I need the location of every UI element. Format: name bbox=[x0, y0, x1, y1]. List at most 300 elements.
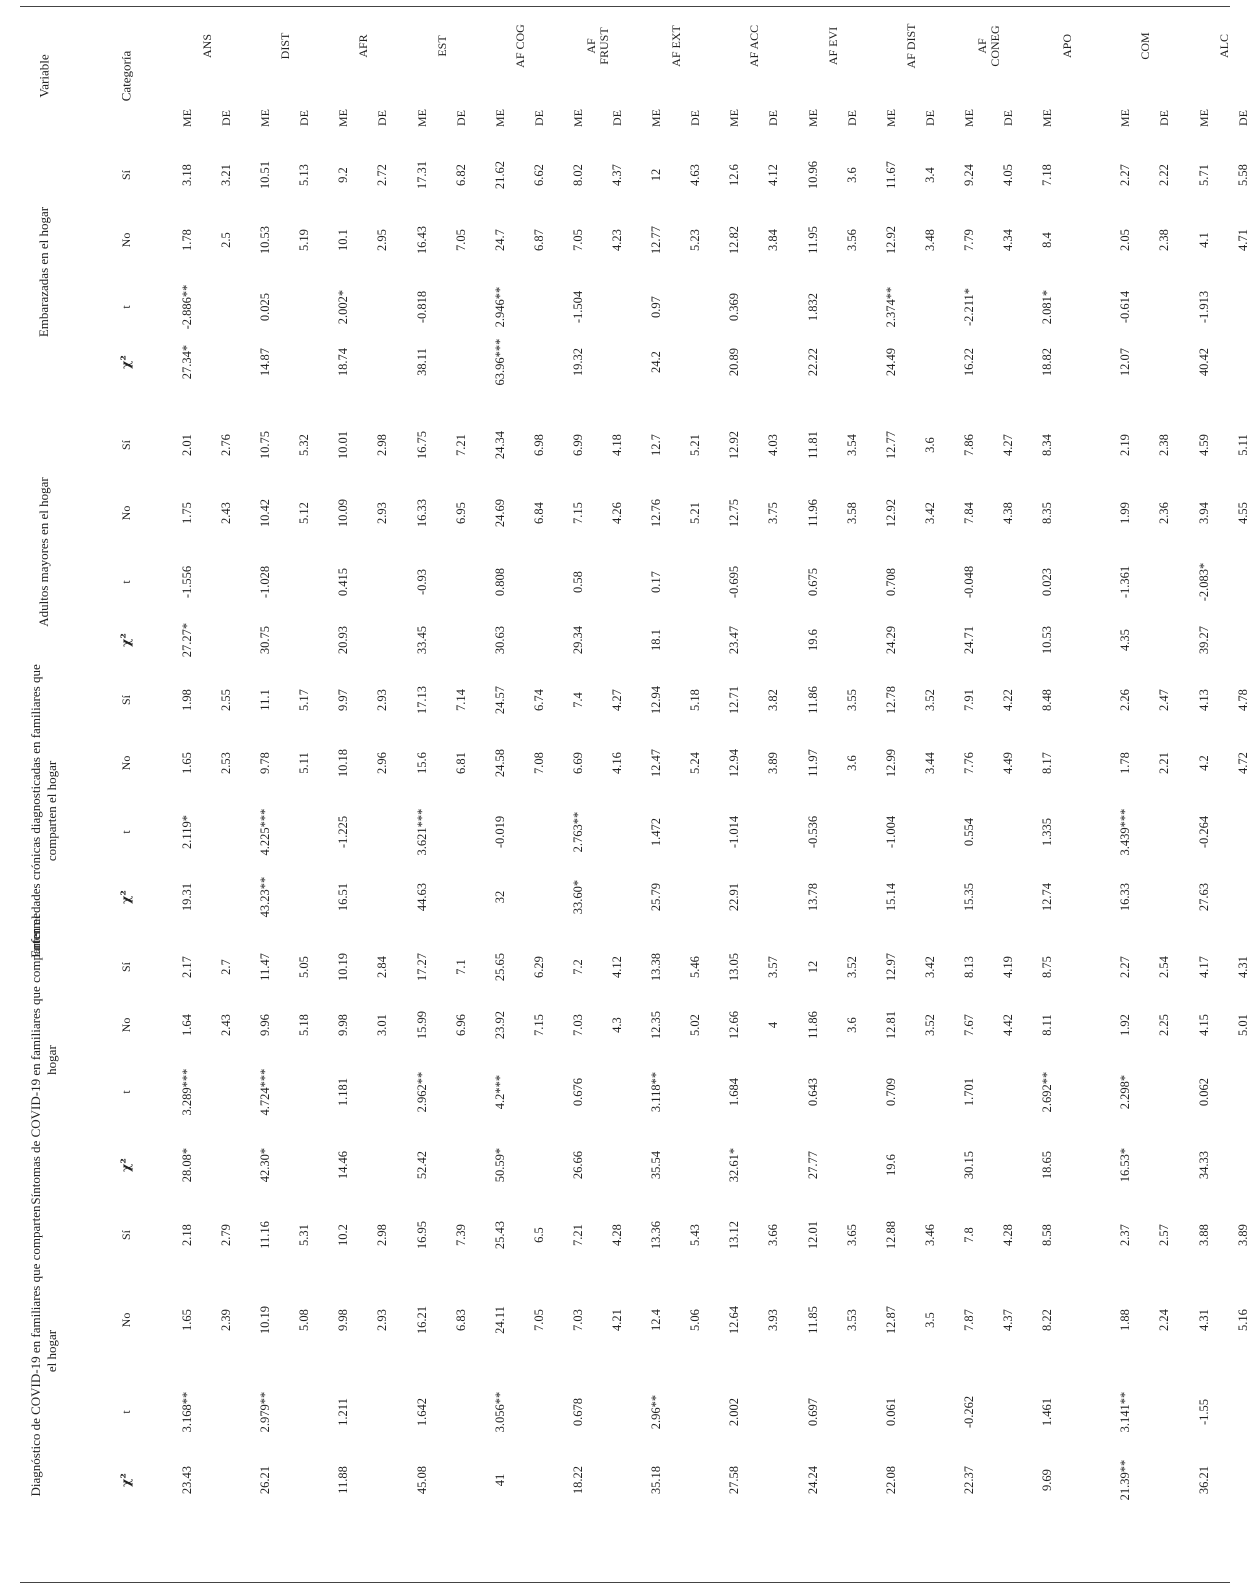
si-sd-value: 5.18 bbox=[687, 689, 702, 711]
chi2-value: 30.15 bbox=[961, 1150, 976, 1180]
t-value: -1.504 bbox=[570, 290, 585, 324]
no-mean-value: 7.03 bbox=[570, 1309, 585, 1331]
chi2-value: 24.29 bbox=[883, 625, 898, 655]
t-value: 4.2*** bbox=[492, 1074, 507, 1110]
no-mean-value: 8.22 bbox=[1039, 1309, 1054, 1331]
t-value: 2.979** bbox=[257, 1391, 272, 1433]
no-sd-value: 3.52 bbox=[922, 1014, 937, 1036]
t-value: 3.621*** bbox=[414, 808, 429, 856]
si-mean-value: 25.65 bbox=[492, 952, 507, 982]
no-mean-value: 6.69 bbox=[570, 752, 585, 774]
si-mean-value: 12.94 bbox=[648, 685, 663, 715]
si-mean-value: 7.2 bbox=[570, 959, 585, 975]
chi2-value: 40.42 bbox=[1196, 347, 1211, 377]
t-value: -0.264 bbox=[1196, 815, 1211, 849]
si-mean-value: 8.48 bbox=[1039, 689, 1054, 711]
no-sd-value: 3.75 bbox=[766, 502, 781, 524]
no-mean-value: 12.87 bbox=[883, 1305, 898, 1335]
no-sd-value: 6.95 bbox=[453, 502, 468, 524]
si-sd-value: 2.38 bbox=[1157, 434, 1172, 456]
si-sd-value: 3.66 bbox=[766, 1224, 781, 1246]
subcol-t: t bbox=[119, 1090, 133, 1094]
subcol-si: Sí bbox=[119, 694, 133, 706]
t-value: 4.724*** bbox=[257, 1068, 272, 1116]
no-mean-value: 10.18 bbox=[336, 748, 351, 778]
no-mean-value: 24.7 bbox=[492, 229, 507, 251]
t-value: 0.97 bbox=[648, 296, 663, 318]
si-sd-value: 2.79 bbox=[218, 1224, 233, 1246]
si-mean-value: 12.97 bbox=[883, 952, 898, 982]
no-mean-value: 1.75 bbox=[179, 502, 194, 524]
t-value: 3.141** bbox=[1118, 1391, 1133, 1433]
no-mean-value: 7.15 bbox=[570, 502, 585, 524]
no-mean-value: 11.86 bbox=[805, 1011, 820, 1039]
subcol-si: Sí bbox=[119, 439, 133, 451]
no-mean-value: 12.47 bbox=[648, 748, 663, 778]
no-sd-value: 3.42 bbox=[922, 502, 937, 524]
no-sd-value: 2.36 bbox=[1157, 502, 1172, 524]
chi2-value: 11.88 bbox=[336, 1466, 351, 1494]
no-sd-value: 3.89 bbox=[766, 752, 781, 774]
chi2-value: 4.35 bbox=[1118, 629, 1133, 651]
si-mean-value: 24.57 bbox=[492, 685, 507, 715]
group-header-2: Enfermedades crónicas diagnosticadas en familiares que comparten el hogar bbox=[27, 664, 59, 958]
no-sd-value: 2.24 bbox=[1157, 1309, 1172, 1331]
t-value: 0.676 bbox=[570, 1077, 585, 1107]
no-sd-value: 2.5 bbox=[218, 232, 233, 248]
no-sd-value: 2.25 bbox=[1157, 1014, 1172, 1036]
si-sd-value: 2.54 bbox=[1157, 956, 1172, 978]
chi2-value: 16.53* bbox=[1118, 1147, 1133, 1183]
si-sd-value: 2.98 bbox=[375, 1224, 390, 1246]
t-value: 2.96** bbox=[648, 1394, 663, 1430]
no-mean-value: 12.77 bbox=[648, 225, 663, 255]
si-mean-value: 2.01 bbox=[179, 434, 194, 456]
me-label: ME bbox=[336, 109, 351, 127]
si-mean-value: 7.8 bbox=[961, 1227, 976, 1243]
category-header: Categoría bbox=[118, 50, 134, 102]
variable-name: AF ACC bbox=[747, 24, 762, 68]
si-mean-value: 7.21 bbox=[570, 1224, 585, 1246]
no-mean-value: 9.98 bbox=[336, 1014, 351, 1036]
subcol-no: No bbox=[119, 505, 133, 521]
me-label: ME bbox=[258, 109, 273, 127]
subcol-no: No bbox=[119, 232, 133, 248]
no-sd-value: 2.53 bbox=[218, 752, 233, 774]
t-value: -0.93 bbox=[414, 568, 429, 596]
no-sd-value: 4.42 bbox=[1000, 1014, 1015, 1036]
no-mean-value: 1.78 bbox=[179, 229, 194, 251]
no-mean-value: 1.88 bbox=[1118, 1309, 1133, 1331]
si-mean-value: 12 bbox=[805, 960, 820, 974]
no-sd-value: 2.93 bbox=[375, 1309, 390, 1331]
chi2-value: 23.47 bbox=[727, 625, 742, 655]
si-sd-value: 2.47 bbox=[1157, 689, 1172, 711]
t-value: 0.415 bbox=[336, 567, 351, 597]
chi2-value: 24.2 bbox=[648, 351, 663, 373]
t-value: 0.643 bbox=[805, 1077, 820, 1107]
si-sd-value: 5.05 bbox=[296, 956, 311, 978]
chi2-value: 19.31 bbox=[179, 882, 194, 912]
si-sd-value: 4.18 bbox=[609, 434, 624, 456]
no-sd-value: 5.21 bbox=[687, 502, 702, 524]
no-mean-value: 1.99 bbox=[1118, 502, 1133, 524]
variable-name: EST bbox=[434, 35, 449, 57]
no-sd-value: 6.81 bbox=[453, 752, 468, 774]
t-value: 0.808 bbox=[492, 567, 507, 597]
no-mean-value: 4.31 bbox=[1196, 1309, 1211, 1331]
no-mean-value: 1.64 bbox=[179, 1014, 194, 1036]
chi2-value: 26.66 bbox=[570, 1150, 585, 1180]
si-sd-value: 5.46 bbox=[687, 956, 702, 978]
no-mean-value: 10.09 bbox=[336, 498, 351, 528]
no-sd-value: 6.87 bbox=[531, 229, 546, 251]
si-mean-value: 6.99 bbox=[570, 434, 585, 456]
no-mean-value: 12.35 bbox=[648, 1010, 663, 1040]
no-sd-value: 4.23 bbox=[609, 229, 624, 251]
no-sd-value: 7.08 bbox=[531, 752, 546, 774]
chi2-value: 15.14 bbox=[883, 882, 898, 912]
chi2-value: 35.18 bbox=[648, 1465, 663, 1495]
me-label: ME bbox=[1040, 109, 1055, 127]
no-sd-value: 3.53 bbox=[844, 1309, 859, 1331]
t-value: 0.678 bbox=[570, 1397, 585, 1427]
no-sd-value: 5.16 bbox=[1235, 1309, 1250, 1331]
si-sd-value: 2.55 bbox=[218, 689, 233, 711]
no-mean-value: 2.05 bbox=[1118, 229, 1133, 251]
t-value: 1.832 bbox=[805, 292, 820, 322]
t-value: -1.014 bbox=[727, 815, 742, 849]
si-mean-value: 13.36 bbox=[648, 1220, 663, 1250]
si-mean-value: 2.26 bbox=[1118, 689, 1133, 711]
t-value: -2.886** bbox=[179, 284, 194, 330]
si-mean-value: 10.75 bbox=[257, 430, 272, 460]
variable-name: AF COG bbox=[512, 24, 527, 68]
no-mean-value: 12.92 bbox=[883, 498, 898, 528]
chi2-value: 20.89 bbox=[727, 347, 742, 377]
no-sd-value: 4.21 bbox=[609, 1309, 624, 1331]
no-mean-value: 11.85 bbox=[805, 1306, 820, 1334]
variable-name: AFR bbox=[356, 34, 371, 58]
chi2-value: 41 bbox=[492, 1473, 507, 1487]
chi2-value: 22.91 bbox=[727, 882, 742, 912]
chi2-value: 16.51 bbox=[336, 882, 351, 912]
variable-name: AF EVI bbox=[825, 26, 840, 66]
subcol-no: No bbox=[119, 1017, 133, 1033]
de-label: DE bbox=[1001, 110, 1015, 126]
si-mean-value: 8.75 bbox=[1039, 956, 1054, 978]
t-value: -2.083* bbox=[1196, 562, 1211, 602]
no-sd-value: 2.93 bbox=[375, 502, 390, 524]
t-value: 0.697 bbox=[805, 1397, 820, 1427]
si-mean-value: 12.78 bbox=[883, 685, 898, 715]
de-label: DE bbox=[453, 110, 468, 126]
chi2-value: 35.54 bbox=[648, 1150, 663, 1180]
si-mean-value: 12.92 bbox=[727, 430, 742, 460]
no-mean-value: 15.99 bbox=[414, 1010, 429, 1040]
t-value: 0.708 bbox=[883, 567, 898, 597]
no-mean-value: 11.96 bbox=[805, 499, 820, 527]
si-mean-value: 7.86 bbox=[961, 434, 976, 456]
de-label: DE bbox=[844, 110, 859, 126]
si-sd-value: 6.74 bbox=[531, 689, 546, 711]
si-mean-value: 12 bbox=[648, 168, 663, 182]
no-sd-value: 7.05 bbox=[453, 229, 468, 251]
variable-name: AF CONEG bbox=[974, 25, 1002, 67]
si-mean-value: 24.34 bbox=[492, 430, 507, 460]
chi2-value: 25.79 bbox=[648, 882, 663, 912]
no-sd-value: 5.02 bbox=[687, 1014, 702, 1036]
si-sd-value: 4.22 bbox=[1000, 689, 1015, 711]
si-mean-value: 12.77 bbox=[883, 430, 898, 460]
chi2-value: 14.46 bbox=[336, 1150, 351, 1180]
no-sd-value: 3.01 bbox=[375, 1014, 390, 1036]
si-mean-value: 10.51 bbox=[257, 160, 272, 190]
si-sd-value: 4.27 bbox=[609, 689, 624, 711]
si-mean-value: 9.2 bbox=[336, 167, 351, 183]
si-mean-value: 3.88 bbox=[1196, 1224, 1211, 1246]
no-mean-value: 24.69 bbox=[492, 498, 507, 528]
t-value: 1.461 bbox=[1039, 1397, 1054, 1427]
no-mean-value: 4.2 bbox=[1196, 755, 1211, 771]
no-mean-value: 10.19 bbox=[257, 1305, 272, 1335]
chi2-value: 27.27* bbox=[179, 622, 194, 658]
no-mean-value: 7.84 bbox=[961, 502, 976, 524]
si-mean-value: 5.71 bbox=[1196, 164, 1211, 186]
t-value: 0.58 bbox=[570, 571, 585, 593]
si-mean-value: 13.12 bbox=[727, 1220, 742, 1250]
chi2-value: 32.61* bbox=[727, 1147, 742, 1183]
chi2-value: 22.37 bbox=[961, 1465, 976, 1495]
no-mean-value: 12.76 bbox=[648, 498, 663, 528]
de-label: DE bbox=[688, 110, 703, 126]
no-mean-value: 12.64 bbox=[727, 1305, 742, 1335]
si-sd-value: 3.65 bbox=[844, 1224, 859, 1246]
no-mean-value: 12.75 bbox=[727, 498, 742, 528]
no-sd-value: 2.43 bbox=[218, 1014, 233, 1036]
no-mean-value: 11.97 bbox=[805, 749, 820, 777]
no-mean-value: 7.76 bbox=[961, 752, 976, 774]
si-mean-value: 10.01 bbox=[336, 430, 351, 460]
si-sd-value: 4.28 bbox=[609, 1224, 624, 1246]
si-mean-value: 1.98 bbox=[179, 689, 194, 711]
t-value: -1.55 bbox=[1196, 1398, 1211, 1426]
no-sd-value: 2.96 bbox=[375, 752, 390, 774]
no-sd-value: 3.6 bbox=[844, 1017, 859, 1033]
no-mean-value: 7.79 bbox=[961, 229, 976, 251]
no-mean-value: 15.6 bbox=[414, 752, 429, 774]
si-mean-value: 9.24 bbox=[961, 164, 976, 186]
t-value: 1.211 bbox=[336, 1398, 351, 1426]
chi2-value: 12.07 bbox=[1118, 347, 1133, 377]
no-sd-value: 6.96 bbox=[453, 1014, 468, 1036]
no-mean-value: 16.21 bbox=[414, 1305, 429, 1335]
subcol-no: No bbox=[119, 755, 133, 771]
si-mean-value: 8.13 bbox=[961, 956, 976, 978]
no-sd-value: 3.48 bbox=[922, 229, 937, 251]
t-value: -1.361 bbox=[1118, 565, 1133, 599]
no-sd-value: 7.15 bbox=[531, 1014, 546, 1036]
chi2-value: 16.33 bbox=[1118, 882, 1133, 912]
t-value: -1.556 bbox=[179, 565, 194, 599]
no-sd-value: 2.21 bbox=[1157, 752, 1172, 774]
chi2-value: 26.21 bbox=[257, 1465, 272, 1495]
si-mean-value: 8.02 bbox=[570, 164, 585, 186]
t-value: -0.019 bbox=[492, 815, 507, 849]
no-mean-value: 1.78 bbox=[1118, 752, 1133, 774]
no-sd-value: 4.34 bbox=[1000, 229, 1015, 251]
si-sd-value: 2.84 bbox=[375, 956, 390, 978]
chi2-value: 29.34 bbox=[570, 625, 585, 655]
variable-name: AF FRUST bbox=[583, 27, 611, 65]
si-mean-value: 10.96 bbox=[805, 160, 820, 190]
t-value: 2.298* bbox=[1118, 1074, 1133, 1110]
si-sd-value: 5.21 bbox=[687, 434, 702, 456]
no-sd-value: 3.5 bbox=[922, 1312, 937, 1328]
chi2-value: 18.82 bbox=[1039, 347, 1054, 377]
si-mean-value: 17.27 bbox=[414, 952, 429, 982]
chi2-value: 39.27 bbox=[1196, 625, 1211, 655]
chi2-value: 9.69 bbox=[1039, 1469, 1054, 1491]
si-sd-value: 4.19 bbox=[1000, 956, 1015, 978]
no-sd-value: 3.84 bbox=[766, 229, 781, 251]
group-header-3: Síntomas de COVID-19 en familiares que comparten el hogar bbox=[27, 915, 59, 1205]
de-label: DE bbox=[1235, 110, 1250, 126]
si-mean-value: 2.17 bbox=[179, 956, 194, 978]
t-value: 2.374** bbox=[883, 286, 898, 328]
no-sd-value: 4.55 bbox=[1235, 502, 1250, 524]
chi2-value: 19.6 bbox=[805, 629, 820, 651]
no-sd-value: 4.16 bbox=[609, 752, 624, 774]
si-mean-value: 2.27 bbox=[1118, 164, 1133, 186]
no-mean-value: 3.94 bbox=[1196, 502, 1211, 524]
t-value: -1.028 bbox=[257, 565, 272, 599]
t-value: 1.472 bbox=[648, 817, 663, 847]
si-sd-value: 3.89 bbox=[1235, 1224, 1250, 1246]
si-mean-value: 12.7 bbox=[648, 434, 663, 456]
si-mean-value: 7.18 bbox=[1039, 164, 1054, 186]
chi2-value: 10.53 bbox=[1039, 625, 1054, 655]
no-mean-value: 8.35 bbox=[1039, 502, 1054, 524]
chi2-value: 24.71 bbox=[961, 625, 976, 655]
t-value: 0.554 bbox=[961, 817, 976, 847]
t-value: 0.675 bbox=[805, 567, 820, 597]
no-sd-value: 2.38 bbox=[1157, 229, 1172, 251]
variable-name: DIST bbox=[278, 32, 293, 60]
me-label: ME bbox=[727, 109, 742, 127]
si-mean-value: 4.13 bbox=[1196, 689, 1211, 711]
no-sd-value: 3.58 bbox=[844, 502, 859, 524]
si-sd-value: 3.6 bbox=[922, 437, 937, 453]
t-value: -0.818 bbox=[414, 290, 429, 324]
no-mean-value: 12.4 bbox=[648, 1309, 663, 1331]
si-sd-value: 5.32 bbox=[296, 434, 311, 456]
t-value: 1.701 bbox=[961, 1077, 976, 1107]
variable-name: AF EXT bbox=[669, 25, 684, 67]
no-sd-value: 2.43 bbox=[218, 502, 233, 524]
si-mean-value: 7.4 bbox=[570, 692, 585, 708]
no-sd-value: 2.39 bbox=[218, 1309, 233, 1331]
si-sd-value: 3.54 bbox=[844, 434, 859, 456]
no-mean-value: 8.17 bbox=[1039, 752, 1054, 774]
no-mean-value: 10.53 bbox=[257, 225, 272, 255]
si-sd-value: 3.4 bbox=[922, 167, 937, 183]
si-mean-value: 4.59 bbox=[1196, 434, 1211, 456]
de-label: DE bbox=[610, 110, 624, 126]
no-sd-value: 5.18 bbox=[296, 1014, 311, 1036]
no-mean-value: 1.65 bbox=[179, 1309, 194, 1331]
si-mean-value: 2.19 bbox=[1118, 434, 1133, 456]
no-mean-value: 7.05 bbox=[570, 229, 585, 251]
no-sd-value: 3.93 bbox=[766, 1309, 781, 1331]
t-value: -0.262 bbox=[961, 1395, 976, 1429]
chi2-value: 30.63 bbox=[492, 625, 507, 655]
t-value: -2.211* bbox=[961, 287, 976, 327]
t-value: 2.692** bbox=[1039, 1071, 1054, 1113]
no-mean-value: 7.67 bbox=[961, 1014, 976, 1036]
no-mean-value: 12.66 bbox=[727, 1010, 742, 1040]
si-sd-value: 4.31 bbox=[1235, 956, 1250, 978]
si-sd-value: 2.57 bbox=[1157, 1224, 1172, 1246]
subcol-chi2: χ² bbox=[117, 890, 133, 904]
si-sd-value: 5.58 bbox=[1235, 164, 1250, 186]
chi2-value: 21.39** bbox=[1118, 1459, 1133, 1501]
si-mean-value: 11.81 bbox=[805, 431, 820, 459]
t-value: 0.062 bbox=[1196, 1077, 1211, 1107]
t-value: 3.056** bbox=[492, 1391, 507, 1433]
chi2-value: 50.59* bbox=[492, 1147, 507, 1183]
no-mean-value: 12.81 bbox=[883, 1010, 898, 1040]
t-value: -0.695 bbox=[727, 565, 742, 599]
subcol-chi2: χ² bbox=[117, 1158, 133, 1172]
chi2-value: 23.43 bbox=[179, 1465, 194, 1495]
group-header-4: Diagnóstico de COVID-19 en familiares que comparten el hogar bbox=[27, 1205, 59, 1497]
si-mean-value: 21.62 bbox=[492, 160, 507, 190]
si-sd-value: 5.11 bbox=[1235, 434, 1250, 456]
si-sd-value: 3.57 bbox=[766, 956, 781, 978]
si-mean-value: 11.86 bbox=[805, 686, 820, 714]
t-value: 2.119* bbox=[179, 815, 194, 849]
si-mean-value: 2.18 bbox=[179, 1224, 194, 1246]
si-sd-value: 4.27 bbox=[1000, 434, 1015, 456]
no-sd-value: 5.11 bbox=[296, 752, 311, 774]
variable-name: ALC bbox=[1216, 34, 1231, 58]
subcol-chi2: χ² bbox=[117, 355, 133, 369]
me-label: ME bbox=[1118, 109, 1133, 127]
chi2-value: 36.21 bbox=[1196, 1465, 1211, 1495]
si-sd-value: 3.52 bbox=[922, 689, 937, 711]
t-value: 1.684 bbox=[727, 1077, 742, 1107]
subcol-si: Sí bbox=[119, 961, 133, 973]
me-label: ME bbox=[414, 109, 429, 127]
si-sd-value: 6.29 bbox=[531, 956, 546, 978]
no-mean-value: 1.65 bbox=[179, 752, 194, 774]
t-value: 0.061 bbox=[883, 1397, 898, 1427]
variable-name: COM bbox=[1138, 32, 1153, 60]
chi2-value: 33.60* bbox=[570, 879, 585, 915]
si-mean-value: 13.05 bbox=[727, 952, 742, 982]
si-sd-value: 2.93 bbox=[375, 689, 390, 711]
no-mean-value: 12.82 bbox=[727, 225, 742, 255]
si-mean-value: 17.31 bbox=[414, 160, 429, 190]
no-mean-value: 12.94 bbox=[727, 748, 742, 778]
chi2-value: 33.45 bbox=[414, 625, 429, 655]
subcol-t: t bbox=[119, 830, 133, 834]
no-mean-value: 11.95 bbox=[805, 226, 820, 254]
me-label: ME bbox=[1196, 109, 1211, 127]
chi2-value: 13.78 bbox=[805, 882, 820, 912]
chi2-value: 24.24 bbox=[805, 1465, 820, 1495]
